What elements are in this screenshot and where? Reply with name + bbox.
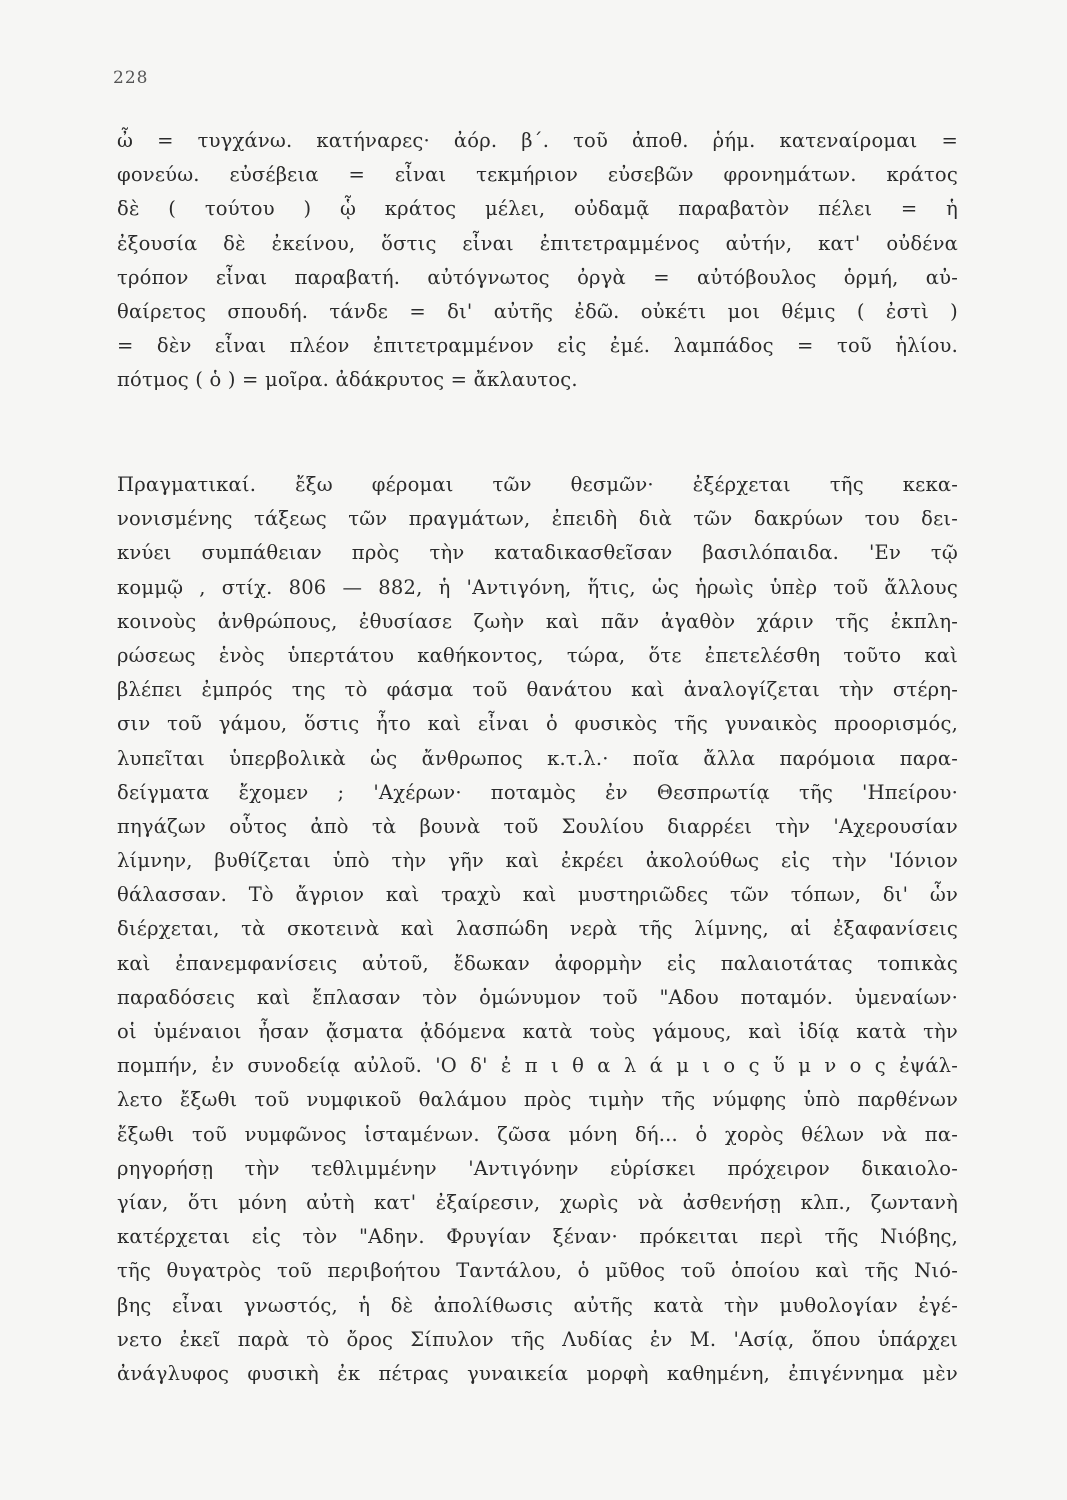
text-line: βλέπει ἐμπρός της τὸ φάσμα τοῦ θανάτου καὶ ἀναλογίζεται τὴν στέρη- (117, 678, 958, 702)
text-line: τρόπον εἶναι παραβατή. αὐτόγνωτος ὀργὰ = αὐτόβουλος ὁρμή, αὐ- (117, 265, 958, 289)
paragraph-pragmatikai (117, 468, 958, 1391)
text-line: ἀνάγλυφος φυσικὴ ἐκ πέτρας γυναικεία μορφὴ καθημένη, ἐπιγέννημα μὲν (117, 1361, 958, 1385)
text-line: κατέρχεται εἰς τὸν "Αδην. Φρυγίαν ξέναν· πρόκειται περὶ τῆς Νιόβης, (117, 1225, 958, 1249)
text-line: λίμνην, βυθίζεται ὑπὸ τὴν γῆν καὶ ἐκρέει ἀκολούθως εἰς τὴν 'Ιόνιον (117, 849, 958, 873)
text-line: τῆς θυγατρὸς τοῦ περιβοήτου Ταντάλου, ὁ μῦθος τοῦ ὁποίου καὶ τῆς Νιό- (117, 1259, 958, 1283)
text-line: οἱ ὑμέναιοι ἦσαν ᾄσματα ᾀδόμενα κατὰ τοὺς γάμους, καὶ ἰδίᾳ κατὰ τὴν (117, 1020, 958, 1043)
text-line: κομμῷ , στίχ. 806 — 882, ἡ 'Αντιγόνη, ἥτις, ὡς ἡρωὶς ὑπὲρ τοῦ ἄλλους (117, 575, 958, 599)
text-line: καὶ ἐπανεμφανίσεις αὐτοῦ, ἔδωκαν ἀφορμὴν εἰς παλαιοτάτας τοπικὰς (117, 951, 958, 975)
text-line: γίαν, ὅτι μόνη αὐτὴ κατ' ἐξαίρεσιν, χωρὶς νὰ ἀσθενήσῃ κλπ., ζωντανὴ (117, 1190, 958, 1214)
page-number: 228 (113, 68, 149, 88)
text-line: λυπεῖται ὑπερβολικὰ ὡς ἄνθρωπος κ.τ.λ.· ποῖα ἄλλα παρόμοια παρα- (117, 746, 958, 770)
text-line: παραδόσεις καὶ ἔπλασαν τὸν ὁμώνυμον τοῦ "Αδου ποταμόν. ὑμεναίων· (117, 985, 958, 1009)
text-line: ὦ = τυγχάνω. κατήναρες· ἀόρ. β΄. τοῦ ἀποθ. ῥήμ. κατεναίρομαι = (117, 129, 958, 152)
text-line: φονεύω. εὐσέβεια = εἶναι τεκμήριον εὐσεβῶν φρονημάτων. κράτος (117, 163, 958, 187)
text-line: = δὲν εἶναι πλέον ἐπιτετραμμένον εἰς ἐμέ. λαμπάδος = τοῦ ἡλίου. (117, 334, 958, 358)
paragraph-glossary (117, 124, 958, 398)
text-line: βης εἶναι γνωστός, ἡ δὲ ἀπολίθωσις αὐτῆς κατὰ τὴν μυθολογίαν ἐγέ- (117, 1293, 958, 1317)
text-line: Πραγματικαί. ἔξω φέρομαι τῶν θεσμῶν· ἐξέρχεται τῆς κεκα- (117, 473, 958, 496)
text-line: δὲ ( τούτου ) ᾧ κράτος μέλει, οὐδαμᾷ παραβατὸν πέλει = ἡ (117, 197, 958, 221)
text-line: κοινοὺς ἀνθρώπους, ἐθυσίασε ζωὴν καὶ πᾶν ἀγαθὸν χάριν τῆς ἐκπλη- (117, 609, 958, 633)
text-line: διέρχεται, τὰ σκοτεινὰ καὶ λασπώδη νερὰ τῆς λίμνης, αἱ ἐξαφανίσεις (117, 917, 958, 941)
text-line: δείγματα ἔχομεν ; 'Αχέρων· ποταμὸς ἐν Θεσπρωτίᾳ τῆς 'Ηπείρου· (117, 780, 958, 804)
text-line: νονισμένης τάξεως τῶν πραγμάτων, ἐπειδὴ διὰ τῶν δακρύων του δει- (117, 507, 958, 531)
text-line: πότμος ( ὁ ) = μοῖρα. ἀδάκρυτος = ἄκλαυτος. (117, 368, 578, 392)
text-line: ἐξουσία δὲ ἐκείνου, ὅστις εἶναι ἐπιτετραμμένος αὐτήν, κατ' οὐδένα (117, 231, 958, 255)
text-line: θαίρετος σπουδή. τάνδε = δι' αὐτῆς ἐδῶ. οὐκέτι μοι θέμις ( ἐστὶ ) (117, 299, 958, 323)
text-line: ἔξωθι τοῦ νυμφῶνος ἱσταμένων. ζῶσα μόνη δή... ὁ χορὸς θέλων νὰ πα- (117, 1122, 958, 1146)
text-line: νετο ἐκεῖ παρὰ τὸ ὄρος Σίπυλον τῆς Λυδίας ἐν Μ. 'Ασίᾳ, ὅπου ὑπάρχει (117, 1327, 958, 1351)
text-line: πηγάζων οὗτος ἀπὸ τὰ βουνὰ τοῦ Σουλίου διαρρέει τὴν 'Αχερουσίαν (117, 814, 958, 838)
text-line: πομπήν, ἐν συνοδείᾳ αὐλοῦ. 'Ο δ' ἐ π ι θ α λ ά μ ι ο ς ὕ μ ν ο ς ἐψάλ- (117, 1054, 958, 1078)
text-line: σιν τοῦ γάμου, ὅστις ἦτο καὶ εἶναι ὁ φυσικὸς τῆς γυναικὸς προορισμός, (117, 712, 958, 736)
text-line: κνύει συμπάθειαν πρὸς τὴν καταδικασθεῖσαν βασιλόπαιδα. 'Εν τῷ (117, 541, 958, 565)
text-line: λετο ἔξωθι τοῦ νυμφικοῦ θαλάμου πρὸς τιμὴν τῆς νύμφης ὑπὸ παρθένων (117, 1088, 958, 1112)
text-line: θάλασσαν. Τὸ ἄγριον καὶ τραχὺ καὶ μυστηριῶδες τῶν τόπων, δι' ὧν (117, 883, 958, 907)
text-line: ρώσεως ἑνὸς ὑπερτάτου καθήκοντος, τώρα, ὅτε ἐπετελέσθη τοῦτο καὶ (117, 643, 958, 667)
text-line: ρηγορήσῃ τὴν τεθλιμμένην 'Αντιγόνην εὑρίσκει πρόχειρον δικαιολο- (117, 1156, 958, 1180)
